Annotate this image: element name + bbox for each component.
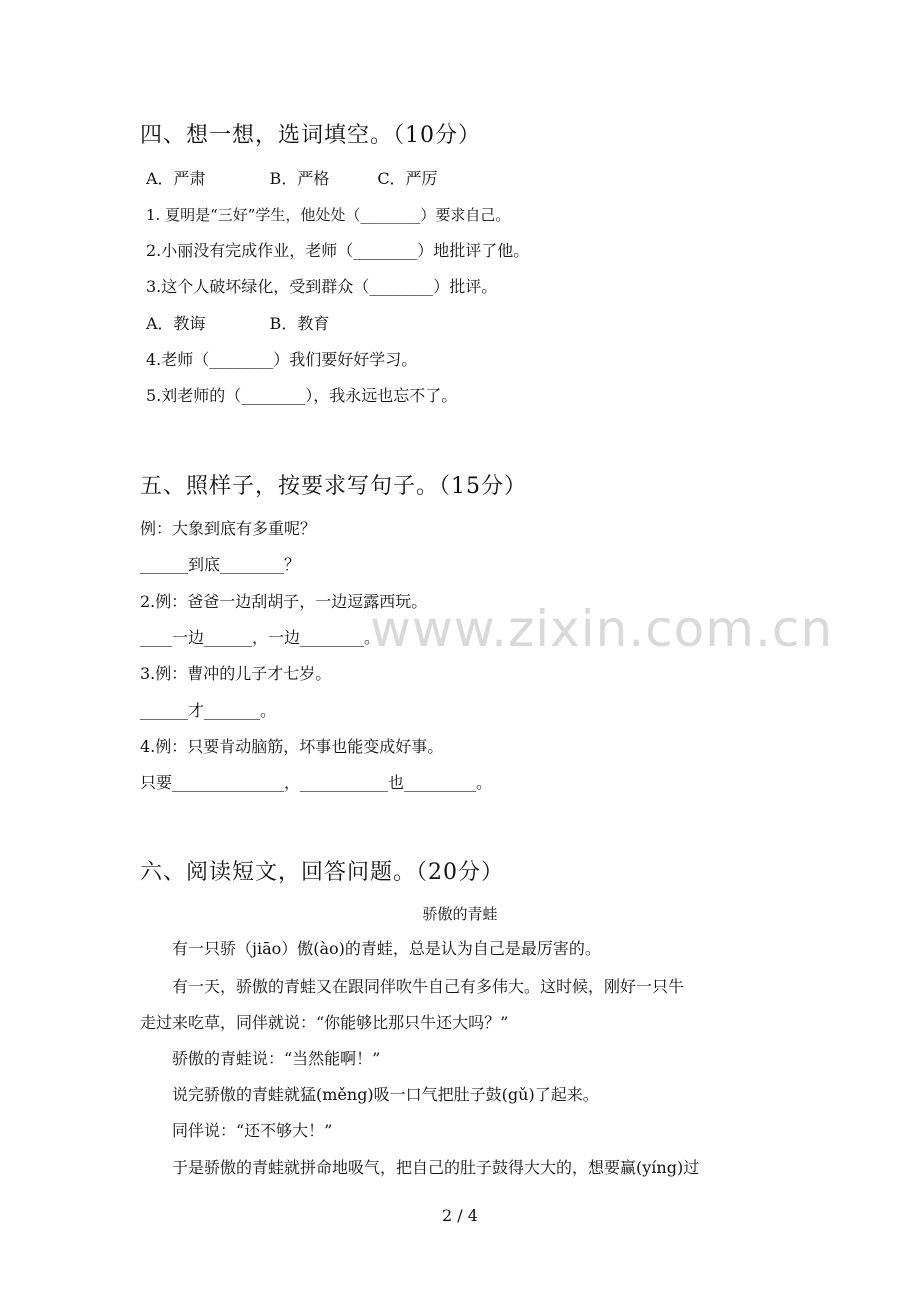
watermark: www.zixin.com.cn [370, 600, 834, 658]
example-1-blank: ______到底________？ [140, 555, 301, 574]
question-4: 4.老师（________）我们要好好学习。 [146, 350, 418, 369]
story-paragraph-6: 于是骄傲的青蛙就拼命地吸气，把自己的肚子鼓得大大的，想要赢(yíng)过 [172, 1158, 700, 1177]
story-paragraph-5: 同伴说：“还不够大！” [172, 1121, 333, 1140]
story-paragraph-1: 有一只骄（jiāo）傲(ào)的青蛙，总是认为自己是最厉害的。 [172, 939, 601, 958]
story-paragraph-2: 有一天，骄傲的青蛙又在跟同伴吹牛自己有多伟大。这时候，刚好一只牛 [172, 977, 685, 996]
section-5-heading: 五、照样子，按要求写句子。（15分） [140, 474, 527, 499]
question-3: 3.这个人破坏绿化，受到群众（________）批评。 [146, 277, 498, 296]
page-number: 2 / 4 [442, 1206, 478, 1225]
story-paragraph-4: 说完骄傲的青蛙就猛(měng)吸一口气把肚子鼓(gǔ)了起来。 [172, 1085, 599, 1104]
section-4-heading: 四、想一想，选词填空。（10分） [140, 123, 481, 148]
question-2: 2.小丽没有完成作业，老师（________）地批评了他。 [146, 241, 530, 260]
question-5: 5.刘老师的（________），我永远也忘不了。 [146, 386, 458, 405]
word-options-b: A．教诲 B．教育 [146, 314, 330, 333]
example-1: 例：大象到底有多重呢？ [140, 519, 317, 538]
example-3: 3.例：曹冲的儿子才七岁。 [140, 664, 332, 683]
example-4: 4.例：只要肯动脑筋，坏事也能变成好事。 [140, 737, 444, 756]
example-2-blank: ____一边______，一边________。 [140, 628, 381, 647]
story-paragraph-2-cont: 走过来吃草，同伴就说：“你能够比那只牛还大吗？” [140, 1013, 509, 1032]
section-6-heading: 六、阅读短文，回答问题。（20分） [140, 860, 504, 885]
word-options-a: A．严肃 B．严格 C．严厉 [146, 169, 438, 188]
story-paragraph-3: 骄傲的青蛙说：“当然能啊！” [172, 1049, 381, 1068]
question-1: 1. 夏明是“三好”学生，他处处（________）要求自己。 [146, 206, 511, 224]
example-2: 2.例：爸爸一边刮胡子，一边逗露西玩。 [140, 592, 428, 611]
example-3-blank: ______才_______。 [140, 701, 277, 720]
story-title: 骄傲的青蛙 [422, 905, 498, 923]
example-4-blank: 只要______________，___________也_________。 [140, 773, 493, 792]
